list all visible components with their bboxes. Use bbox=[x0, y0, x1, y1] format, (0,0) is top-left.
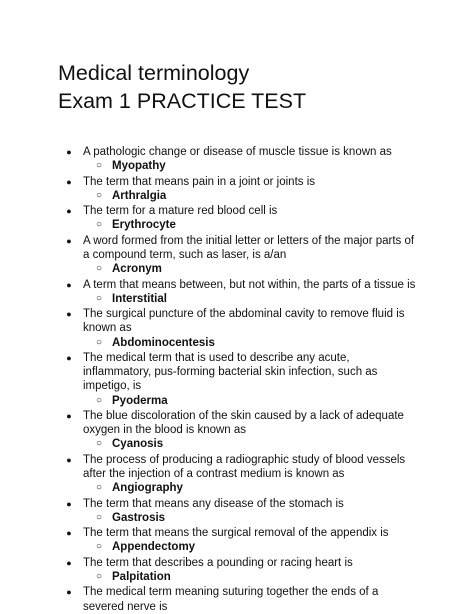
question-text: A pathologic change or disease of muscle tissue is known as bbox=[83, 146, 392, 158]
question-text: A term that means between, but not within, the parts of a tissue is bbox=[83, 278, 416, 291]
answer-text: Interstitial bbox=[112, 292, 167, 305]
question-row bbox=[0, 453, 418, 481]
question-item bbox=[0, 351, 474, 408]
question-text: The term that describes a pounding or racing heart is bbox=[83, 556, 353, 569]
question-row bbox=[0, 497, 418, 511]
answer-row bbox=[0, 540, 474, 554]
question-item bbox=[0, 585, 474, 613]
question-row bbox=[0, 526, 418, 540]
question-row bbox=[0, 145, 418, 159]
answer-row bbox=[0, 189, 474, 203]
question-row bbox=[0, 278, 418, 292]
question-item bbox=[0, 145, 474, 173]
question-row bbox=[0, 175, 418, 189]
question-text: The term that means pain in a joint or joints is bbox=[83, 175, 316, 188]
question-row bbox=[0, 409, 418, 437]
hollow-circle-icon: ○ bbox=[95, 394, 103, 406]
bullet-icon: ● bbox=[66, 147, 72, 157]
question-item bbox=[0, 175, 474, 203]
answer-text: Abdominocentesis bbox=[112, 336, 215, 349]
answer-text: Cyanosis bbox=[112, 438, 164, 451]
answer-row bbox=[0, 394, 474, 408]
answer-row bbox=[0, 437, 474, 451]
question-text: The process of producing a radiographic study of blood vessels after the injection of a contrast medium is known as bbox=[83, 453, 406, 480]
answer-text: Acronym bbox=[112, 263, 162, 276]
answer-row bbox=[0, 292, 474, 306]
document-title: Medical terminology bbox=[58, 61, 250, 85]
question-item bbox=[0, 234, 474, 277]
question-text: The medical term meaning suturing together the ends of a severed nerve is bbox=[83, 586, 379, 613]
question-item bbox=[0, 307, 474, 350]
question-row bbox=[0, 585, 418, 613]
question-row bbox=[0, 556, 418, 570]
bullet-icon: ● bbox=[66, 235, 72, 246]
question-item bbox=[0, 453, 474, 496]
hollow-circle-icon: ○ bbox=[95, 336, 103, 348]
bullet-icon: ● bbox=[66, 352, 72, 363]
question-text: The medical term that is used to describe any acute, inflammatory, pus-forming bacterial skin infection, such as impetigo, is bbox=[83, 351, 378, 393]
answer-text: Palpitation bbox=[112, 570, 171, 583]
hollow-circle-icon: ○ bbox=[95, 219, 103, 231]
answer-row bbox=[0, 336, 474, 350]
hollow-circle-icon: ○ bbox=[95, 482, 103, 494]
bullet-icon: ● bbox=[66, 309, 72, 320]
question-row bbox=[0, 307, 418, 335]
bullet-icon: ● bbox=[66, 557, 72, 568]
question-text: A word formed from the initial letter or letters of the major parts of a compound term, such as laser, is a/an bbox=[83, 234, 415, 261]
question-item bbox=[0, 556, 474, 584]
answer-row bbox=[0, 570, 474, 584]
answer-text: Appendectomy bbox=[112, 541, 196, 554]
hollow-circle-icon: ○ bbox=[95, 438, 103, 450]
answer-text: Erythrocyte bbox=[112, 219, 176, 232]
hollow-circle-icon: ○ bbox=[95, 292, 103, 304]
answer-row bbox=[0, 218, 474, 232]
question-item bbox=[0, 526, 474, 554]
question-text: The term for a mature red blood cell is bbox=[83, 205, 278, 218]
hollow-circle-icon: ○ bbox=[95, 160, 103, 172]
hollow-circle-icon: ○ bbox=[95, 570, 103, 582]
question-item bbox=[0, 409, 474, 452]
question-item bbox=[0, 278, 474, 306]
answer-text: Gastrosis bbox=[112, 511, 166, 524]
question-text: The blue discoloration of the skin caused by a lack of adequate oxygen in the blood is known as bbox=[83, 409, 404, 437]
question-row bbox=[0, 351, 418, 394]
bullet-icon: ● bbox=[66, 410, 72, 421]
answer-row bbox=[0, 511, 474, 525]
answer-row bbox=[0, 481, 474, 495]
question-row bbox=[0, 204, 418, 218]
bullet-icon: ● bbox=[66, 279, 72, 290]
hollow-circle-icon: ○ bbox=[95, 511, 103, 523]
answer-text: Angiography bbox=[112, 482, 183, 495]
bullet-icon: ● bbox=[66, 528, 72, 539]
answer-text: Arthralgia bbox=[112, 189, 167, 202]
bullet-icon: ● bbox=[66, 206, 72, 217]
bullet-icon: ● bbox=[66, 587, 72, 598]
answer-text: Myopathy bbox=[112, 160, 166, 173]
question-item bbox=[0, 204, 474, 232]
question-row bbox=[0, 234, 418, 262]
answer-row bbox=[0, 159, 474, 173]
document-subtitle: Exam 1 PRACTICE TEST bbox=[58, 89, 307, 113]
question-item bbox=[0, 497, 474, 525]
bullet-icon: ● bbox=[66, 176, 72, 187]
answer-text: Pyoderma bbox=[112, 394, 168, 407]
answer-row bbox=[0, 262, 474, 276]
hollow-circle-icon: ○ bbox=[95, 189, 103, 201]
hollow-circle-icon: ○ bbox=[95, 541, 103, 553]
question-text: The surgical puncture of the abdominal cavity to remove fluid is known as bbox=[83, 308, 405, 335]
question-text: The term that means the surgical removal of the appendix is bbox=[83, 527, 389, 540]
bullet-icon: ● bbox=[66, 454, 72, 465]
bullet-icon: ● bbox=[66, 498, 72, 509]
question-text: The term that means any disease of the stomach is bbox=[83, 497, 344, 510]
question-list bbox=[0, 145, 474, 614]
hollow-circle-icon: ○ bbox=[95, 263, 103, 275]
